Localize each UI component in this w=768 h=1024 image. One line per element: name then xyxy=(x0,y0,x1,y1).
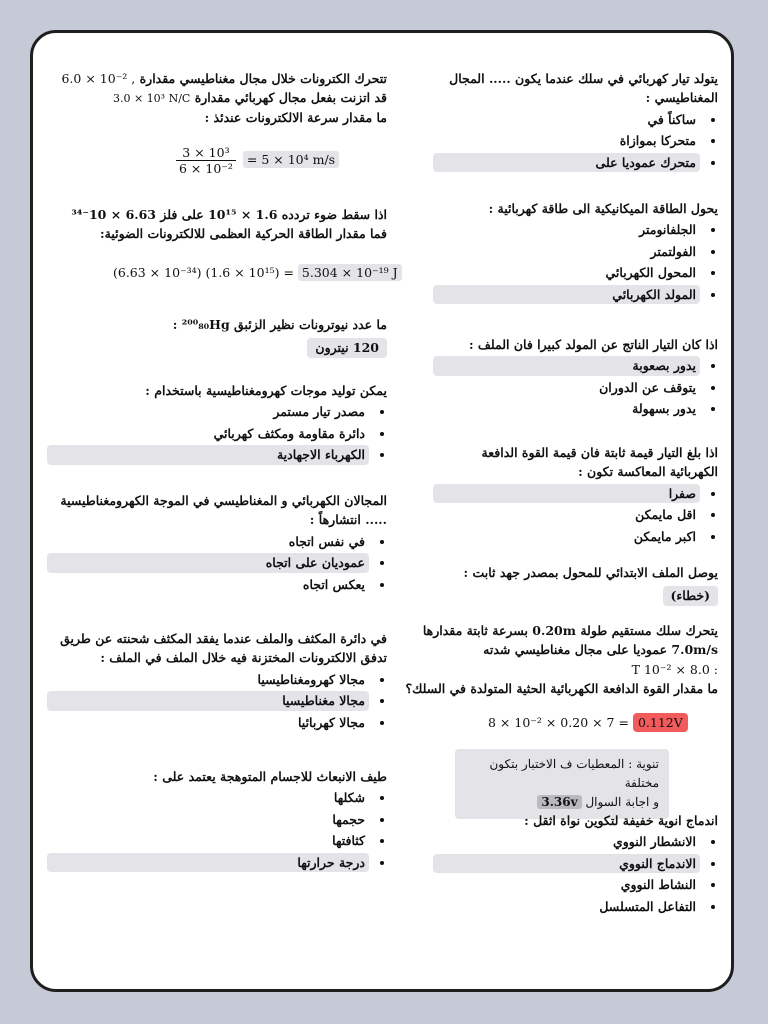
option[interactable]: • اكبر مايمكن xyxy=(433,527,700,546)
option[interactable]: • يدور بسهولة xyxy=(433,399,700,418)
option[interactable]: • مجالا كهرومغناطيسيا xyxy=(47,670,369,689)
right-q5 xyxy=(433,563,718,606)
option[interactable]: • متحركا بموازاة xyxy=(433,131,700,150)
question-line xyxy=(47,69,387,88)
option[interactable]: • يتوقف عن الدوران xyxy=(433,378,700,397)
option-selected[interactable]: • متحرك عموديا على xyxy=(433,153,700,172)
answer-chip: 120 نيترون xyxy=(307,338,387,357)
question-line: ما مقدار القوة الدافعة الكهربائية الحثية المتولدة في السلك؟ xyxy=(405,681,718,697)
option[interactable]: • دائرة مقاومة ومكثف كهربائي xyxy=(47,424,369,443)
question-text: اذا كان التيار الناتج عن المولد كبيرا فان الملف : xyxy=(468,337,718,352)
note-line: تنوية : المعطيات ف الاختبار بتكون مختلفة xyxy=(489,757,659,791)
answer-chip: (خطاء) xyxy=(663,586,719,605)
right-q6 xyxy=(393,621,718,699)
option[interactable]: • حجمها xyxy=(47,810,369,829)
worksheet-card xyxy=(30,30,734,992)
question-text: ما مقدار سرعة الالكترونات عندئذ : xyxy=(204,109,387,125)
question-text: اذا بلغ التيار قيمة ثابتة فان قيمة القوة الدافعة الكهربائية المعاكسة تكون : xyxy=(481,445,718,480)
calc-result: 0.112V xyxy=(633,713,688,732)
question-text: يوصل الملف الابتدائي للمحول بمصدر جهد ثابت : xyxy=(463,565,718,580)
question-text: فما مقدار الطاقة الحركية العظمى للالكترونات الضوئية: xyxy=(100,226,387,242)
question-text: يمكن توليد موجات كهرومغناطيسية باستخدام : xyxy=(145,383,387,398)
calc-expression: 8 × 10⁻² × 0.20 × 7 = xyxy=(488,715,629,730)
option[interactable]: • مجالا كهربائيا xyxy=(47,713,369,732)
option[interactable]: • ساكناً في xyxy=(433,110,700,129)
question-value: 6.0 × 10⁻² , xyxy=(61,71,136,86)
options-list xyxy=(47,532,387,594)
question-text: المجالان الكهربائي و المغناطيسي في الموجة الكهرومغناطيسية ..... انتشارهاً : xyxy=(60,493,387,528)
right-q4 xyxy=(433,443,718,548)
option[interactable]: • شكلها xyxy=(47,788,369,807)
question-text: يحول الطاقة الميكانيكية الى طاقة كهربائية : xyxy=(488,201,718,216)
left-q6 xyxy=(47,629,387,734)
energy-calculation xyxy=(113,265,402,280)
left-q1 xyxy=(47,69,387,127)
option[interactable]: • التفاعل المتسلسل xyxy=(433,897,700,916)
option-selected[interactable]: • المولد الكهربائي xyxy=(433,285,700,304)
right-q1 xyxy=(433,69,718,174)
right-q7 xyxy=(433,811,718,918)
right-q3 xyxy=(433,335,718,421)
note-chip: 3.36v xyxy=(537,795,581,809)
question-line: يتحرك سلك مستقيم طولة 0.20m بسرعة ثابتة مقدارها xyxy=(422,623,718,638)
question-text: اذا سقط ضوء تردده 1.6 × 10¹⁵ على فلز 6.63 × 10⁻³⁴ xyxy=(71,207,387,222)
options-list xyxy=(433,110,718,172)
fraction xyxy=(176,145,236,176)
right-q2 xyxy=(433,199,718,306)
question-line: : 8.0 × 10⁻² T xyxy=(631,661,718,677)
option[interactable]: • مصدر تيار مستمر xyxy=(47,402,369,421)
left-q5 xyxy=(47,491,387,596)
option[interactable]: • الجلفانومتر xyxy=(433,220,700,239)
option[interactable]: • المحول الكهربائي xyxy=(433,263,700,282)
option-selected[interactable]: • مجالا مغناطيسيا xyxy=(47,691,369,710)
note-text: و اجابة السوال xyxy=(585,795,659,810)
note-line xyxy=(465,793,659,812)
option[interactable]: • يعكس اتجاه xyxy=(47,575,369,594)
question-line: 7.0m/s عموديا على مجال مغناطيسي شدته xyxy=(483,642,718,658)
question-text: ما عدد نيوترونات نظير الزئبق ²⁰⁰₈₀Hg : xyxy=(172,317,387,332)
calc-expression: (6.63 × 10⁻³⁴) (1.6 × 10¹⁵) = xyxy=(113,265,294,280)
question-text: تتحرك الكترونات خلال مجال مغناطيسي مقدارة xyxy=(139,71,387,86)
options-list xyxy=(433,484,718,546)
left-q4 xyxy=(47,381,387,467)
question-text: طيف الانبعاث للاجسام المتوهجة يعتمد على : xyxy=(153,769,387,784)
question-value: 3.0 × 10³ N/C xyxy=(112,92,191,106)
options-list xyxy=(47,788,387,872)
question-text: اندماج انوية خفيفة لتكوين نواة اثقل : xyxy=(524,813,718,828)
options-list xyxy=(47,402,387,464)
question-text: قد اتزنت بفعل مجال كهربائي مقدارة xyxy=(194,90,387,106)
fraction-numerator: 3 × 10³ xyxy=(176,145,236,161)
option[interactable]: • اقل مايمكن xyxy=(433,505,700,524)
options-list xyxy=(433,832,718,916)
option[interactable]: • الفولتمتر xyxy=(433,242,700,261)
options-list xyxy=(433,356,718,418)
left-q3 xyxy=(47,315,387,358)
option-selected[interactable]: • يدور بصعوبة xyxy=(433,356,700,375)
option-selected[interactable]: • الكهرباء الاجهادية xyxy=(47,445,369,464)
question-text: يتولد تيار كهربائي في سلك عندما يكون ..... المجال المغناطيسي : xyxy=(449,71,718,106)
calc-result: = 5 × 10⁴ m/s xyxy=(243,151,339,168)
options-list xyxy=(47,670,387,732)
question-line xyxy=(47,88,387,107)
option[interactable]: • في نفس اتجاه xyxy=(47,532,369,551)
option-selected[interactable]: • درجة حرارتها xyxy=(47,853,369,872)
note-box xyxy=(455,749,669,819)
option-selected[interactable]: • صفرا xyxy=(433,484,700,503)
options-list xyxy=(433,220,718,304)
emf-calculation xyxy=(488,715,688,730)
option-selected[interactable]: • عموديان على اتجاه xyxy=(47,553,369,572)
left-q2 xyxy=(47,205,387,244)
left-q7 xyxy=(47,767,387,874)
velocity-calculation xyxy=(173,145,339,176)
option[interactable]: • الانشطار النووي xyxy=(433,832,700,851)
fraction-denominator: 6 × 10⁻² xyxy=(179,161,233,176)
option[interactable]: • النشاط النووي xyxy=(433,875,700,894)
option[interactable]: • كثافتها xyxy=(47,831,369,850)
option-selected[interactable]: • الاندماج النووي xyxy=(433,854,700,873)
question-text: في دائرة المكثف والملف عندما يفقد المكثف شحنته عن طريق تدفق الالكترونات المختزنة فيه خلال الملف في الملف : xyxy=(60,631,387,666)
calc-result: 5.304 × 10⁻¹⁹ J xyxy=(298,264,402,281)
